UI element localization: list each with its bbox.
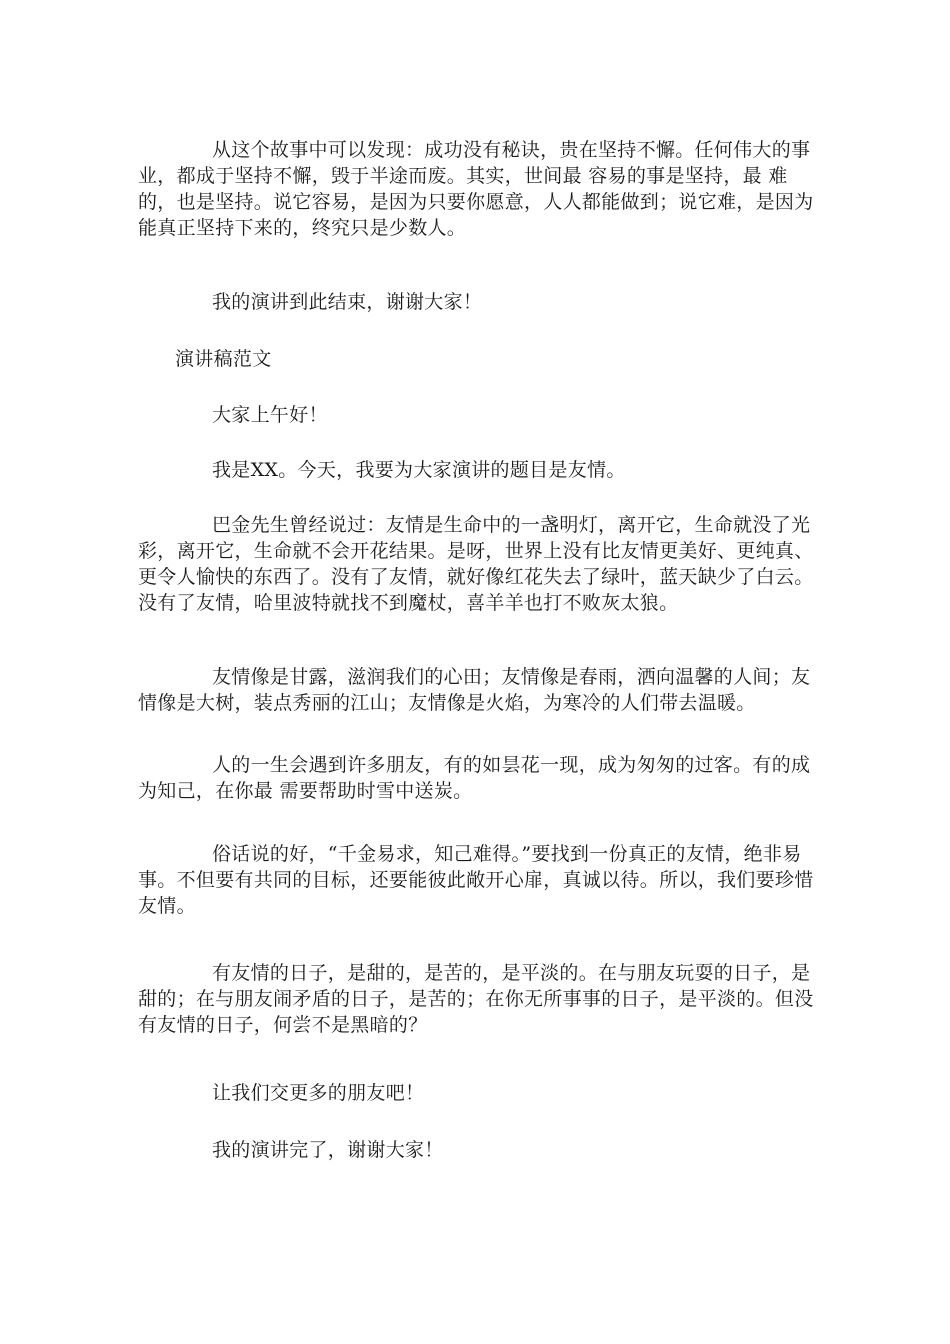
paragraph-friendship-metaphors: 友情像是甘露，滋润我们的心田；友情像是春雨，洒向温馨的人间；友情像是大树，装点秀丽的江山；友情像是火焰，为寒冷的人们带去温暖。 — [138, 666, 811, 714]
paragraph-topic: 我是XX。今天，我要为大家演讲的题目是友情。 — [212, 459, 626, 481]
paragraph-perseverance: 从这个故事中可以发现：成功没有秘诀，贵在坚持不懈。任何伟大的事业，都成于坚持不懈，毁于半途而废。其实，世间最 容易的事是坚持，最 难的，也是坚持。说它容易，是因为只要你愿意，人人都能做到；说它难，是因为能真正坚持下来的，终究只是少数人。 — [138, 139, 814, 239]
paragraph-friends-in-life: 人的一生会遇到许多朋友，有的如昙花一现，成为匆匆的过客。有的成为知己，在你最 需要帮助时雪中送炭。 — [138, 754, 811, 802]
section-title: 演讲稿范文 — [175, 348, 272, 370]
paragraph-proverb: 俗话说的好，“千金易求，知己难得。”要找到一份真正的友情，绝非易事。不但要有共同的目标，还要能彼此敞开心扉，真诚以待。所以，我们要珍惜友情。 — [138, 843, 814, 917]
paragraph-call-to-action: 让我们交更多的朋友吧！ — [212, 1082, 425, 1104]
paragraph-days-of-friendship: 有友情的日子，是甜的，是苦的，是平淡的。在与朋友玩耍的日子，是甜的；在与朋友闹矛盾的日子，是苦的；在你无所事事的日子，是平淡的。但没有友情的日子，何尝不是黑暗的？ — [138, 962, 814, 1036]
paragraph-closing-2: 我的演讲完了，谢谢大家！ — [212, 1139, 444, 1161]
paragraph-greeting: 大家上午好！ — [212, 404, 328, 426]
paragraph-closing-1: 我的演讲到此结束，谢谢大家！ — [212, 291, 483, 313]
paragraph-bajin-quote: 巴金先生曾经说过：友情是生命中的一盏明灯，离开它，生命就没了光彩，离开它，生命就不会开花结果。是呀，世界上没有比友情更美好、更纯真、更令人愉快的东西了。没有了友情，就好像红花失去了绿叶，蓝天缺少了白云。没有了友情，哈里波特就找不到魔杖，喜羊羊也打不败灰太狼。 — [138, 514, 814, 614]
